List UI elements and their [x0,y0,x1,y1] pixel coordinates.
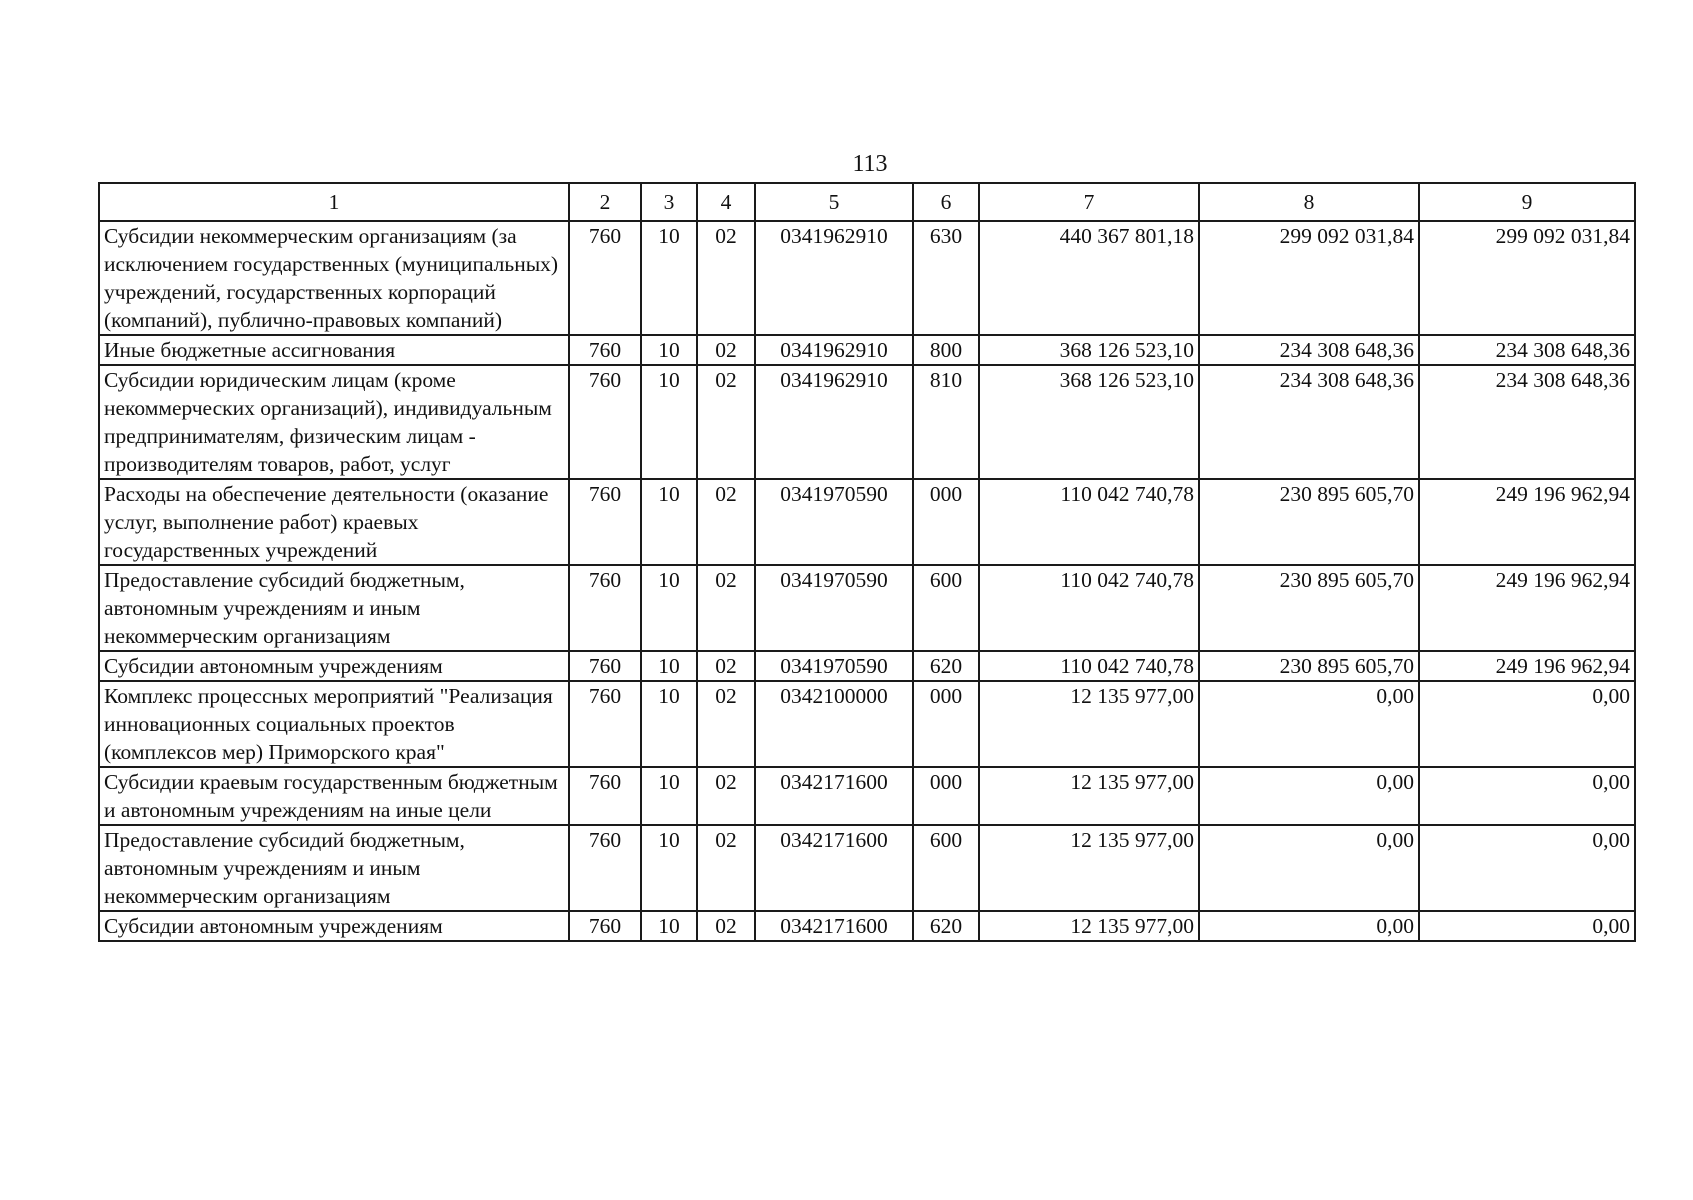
row-name: Субсидии автономным учреждениям [99,651,569,681]
table-row [99,911,1635,941]
table-row [99,651,1635,681]
table-header [99,183,1635,221]
amount-col9: 234 308 648,36 [1419,365,1635,479]
amount-col8: 0,00 [1199,911,1419,941]
amount-col9: 249 196 962,94 [1419,651,1635,681]
subsection-code: 02 [697,221,755,335]
amount-col8: 299 092 031,84 [1199,221,1419,335]
row-name: Предоставление субсидий бюджетным, автономным учреждениям и иным некоммерческим организациям [99,565,569,651]
row-name: Субсидии юридическим лицам (кроме некоммерческих организаций), индивидуальным предпринимателям, физическим лицам - производителям товаров, работ, услуг [99,365,569,479]
subsection-code: 02 [697,565,755,651]
subsection-code: 02 [697,681,755,767]
section-code: 10 [641,681,697,767]
column-header-3: 3 [641,183,697,221]
amount-col8: 0,00 [1199,825,1419,911]
target-article-code: 0341962910 [755,221,913,335]
target-article-code: 0342100000 [755,681,913,767]
target-article-code: 0342171600 [755,911,913,941]
target-article-code: 0342171600 [755,767,913,825]
table-row [99,479,1635,565]
column-header-7: 7 [979,183,1199,221]
expense-type-code: 810 [913,365,979,479]
ministry-code: 760 [569,911,641,941]
ministry-code: 760 [569,479,641,565]
table-row [99,825,1635,911]
subsection-code: 02 [697,767,755,825]
section-code: 10 [641,479,697,565]
amount-col7: 110 042 740,78 [979,651,1199,681]
section-code: 10 [641,221,697,335]
column-header-6: 6 [913,183,979,221]
expense-type-code: 630 [913,221,979,335]
subsection-code: 02 [697,335,755,365]
target-article-code: 0342171600 [755,825,913,911]
section-code: 10 [641,365,697,479]
subsection-code: 02 [697,479,755,565]
column-header-9: 9 [1419,183,1635,221]
target-article-code: 0341970590 [755,479,913,565]
amount-col8: 234 308 648,36 [1199,335,1419,365]
ministry-code: 760 [569,681,641,767]
column-header-1: 1 [99,183,569,221]
amount-col7: 440 367 801,18 [979,221,1199,335]
amount-col7: 12 135 977,00 [979,911,1199,941]
target-article-code: 0341970590 [755,651,913,681]
table-row [99,565,1635,651]
amount-col8: 230 895 605,70 [1199,565,1419,651]
row-name: Субсидии некоммерческим организациям (за исключением государственных (муниципальных) учреждений, государственных корпораций (компаний), публично-правовых компаний) [99,221,569,335]
amount-col7: 368 126 523,10 [979,365,1199,479]
target-article-code: 0341970590 [755,565,913,651]
row-name: Иные бюджетные ассигнования [99,335,569,365]
amount-col9: 0,00 [1419,681,1635,767]
amount-col7: 12 135 977,00 [979,681,1199,767]
row-name: Расходы на обеспечение деятельности (оказание услуг, выполнение работ) краевых государственных учреждений [99,479,569,565]
amount-col9: 234 308 648,36 [1419,335,1635,365]
target-article-code: 0341962910 [755,335,913,365]
row-name: Субсидии автономным учреждениям [99,911,569,941]
section-code: 10 [641,767,697,825]
table-row [99,221,1635,335]
section-code: 10 [641,651,697,681]
section-code: 10 [641,825,697,911]
ministry-code: 760 [569,365,641,479]
target-article-code: 0341962910 [755,365,913,479]
expense-type-code: 620 [913,911,979,941]
column-header-5: 5 [755,183,913,221]
row-name: Комплекс процессных мероприятий "Реализация инновационных социальных проектов (комплексов мер) Приморского края" [99,681,569,767]
column-header-4: 4 [697,183,755,221]
budget-table [98,182,1636,942]
page-number: 113 [852,151,888,177]
header-row [99,183,1635,221]
expense-type-code: 000 [913,479,979,565]
ministry-code: 760 [569,221,641,335]
amount-col7: 12 135 977,00 [979,825,1199,911]
amount-col9: 0,00 [1419,767,1635,825]
subsection-code: 02 [697,651,755,681]
amount-col9: 249 196 962,94 [1419,479,1635,565]
expense-type-code: 000 [913,767,979,825]
table-row [99,365,1635,479]
expense-type-code: 600 [913,565,979,651]
amount-col9: 299 092 031,84 [1419,221,1635,335]
subsection-code: 02 [697,911,755,941]
amount-col9: 249 196 962,94 [1419,565,1635,651]
amount-col9: 0,00 [1419,825,1635,911]
ministry-code: 760 [569,335,641,365]
expense-type-code: 000 [913,681,979,767]
amount-col7: 12 135 977,00 [979,767,1199,825]
amount-col8: 0,00 [1199,681,1419,767]
section-code: 10 [641,911,697,941]
table-row [99,767,1635,825]
expense-type-code: 600 [913,825,979,911]
table-row [99,335,1635,365]
table-body [99,221,1635,941]
amount-col8: 0,00 [1199,767,1419,825]
amount-col7: 368 126 523,10 [979,335,1199,365]
amount-col8: 230 895 605,70 [1199,651,1419,681]
expense-type-code: 800 [913,335,979,365]
subsection-code: 02 [697,825,755,911]
amount-col8: 230 895 605,70 [1199,479,1419,565]
amount-col7: 110 042 740,78 [979,565,1199,651]
table-row [99,681,1635,767]
ministry-code: 760 [569,767,641,825]
amount-col7: 110 042 740,78 [979,479,1199,565]
subsection-code: 02 [697,365,755,479]
row-name: Субсидии краевым государственным бюджетным и автономным учреждениям на иные цели [99,767,569,825]
section-code: 10 [641,335,697,365]
row-name: Предоставление субсидий бюджетным, автономным учреждениям и иным некоммерческим организациям [99,825,569,911]
ministry-code: 760 [569,825,641,911]
expense-type-code: 620 [913,651,979,681]
column-header-2: 2 [569,183,641,221]
section-code: 10 [641,565,697,651]
amount-col8: 234 308 648,36 [1199,365,1419,479]
ministry-code: 760 [569,651,641,681]
ministry-code: 760 [569,565,641,651]
amount-col9: 0,00 [1419,911,1635,941]
column-header-8: 8 [1199,183,1419,221]
